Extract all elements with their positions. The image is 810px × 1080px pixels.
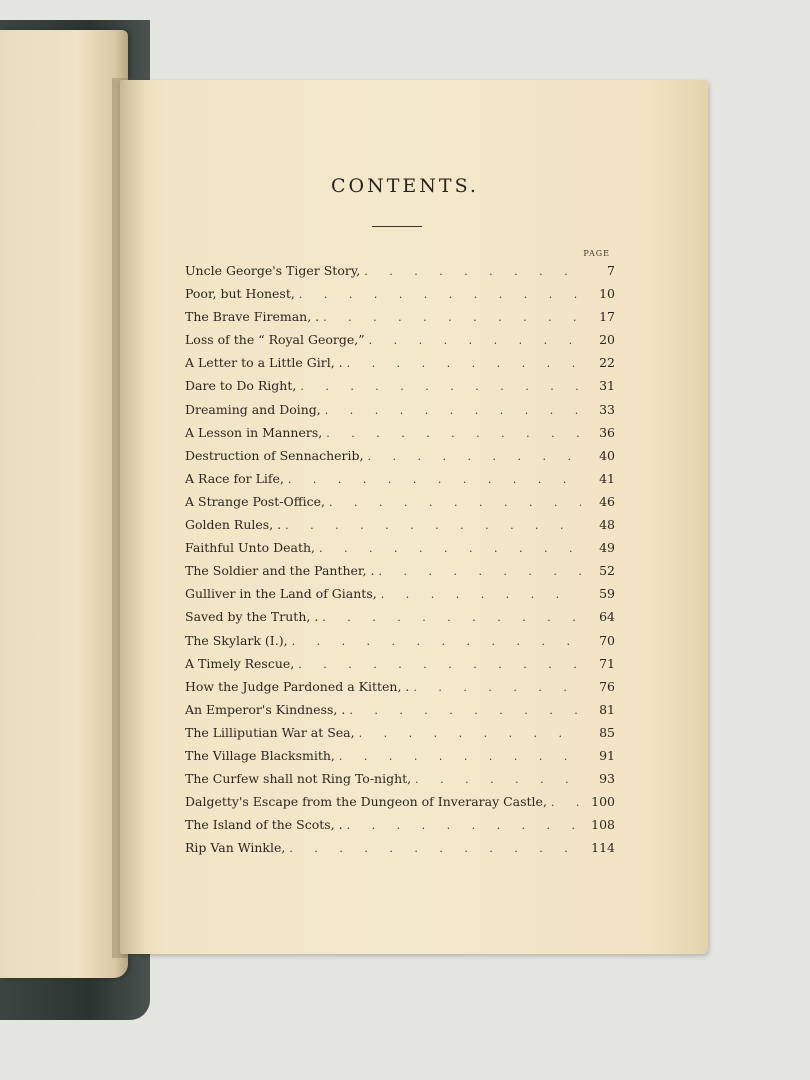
toc-entry	[185, 605, 615, 628]
toc-entry-title: Dalgetty's Escape from the Dungeon of Inveraray Castle,	[185, 794, 547, 810]
toc-dot-leader	[381, 583, 581, 606]
toc-entry	[185, 351, 615, 374]
toc-dot-leader	[339, 745, 581, 768]
toc-entry-title: The Lilliputian War at Sea,	[185, 724, 355, 740]
toc-entry	[185, 282, 615, 305]
toc-dot-leader	[325, 399, 581, 422]
toc-entry-title: The Village Blacksmith,	[185, 747, 335, 763]
toc-dot-leader	[347, 814, 581, 837]
toc-entry-title: Gulliver in the Land of Giants,	[185, 586, 377, 602]
toc-entry-title: Faithful Unto Death,	[185, 540, 316, 556]
toc-dot-leader	[299, 283, 581, 306]
toc-entry	[185, 652, 615, 675]
toc-dot-leader	[319, 537, 581, 560]
toc-dot-leader	[326, 422, 581, 445]
toc-entry-page: 59	[599, 586, 615, 602]
toc-dot-leader	[329, 491, 581, 514]
toc-entry	[185, 582, 615, 605]
toc-entry-page: 10	[599, 286, 615, 302]
toc-dot-leader	[364, 260, 581, 283]
toc-entry-title: The Soldier and the Panther, .	[185, 563, 375, 579]
toc-dot-leader	[369, 329, 581, 352]
toc-dot-leader	[323, 306, 581, 329]
toc-entry	[185, 744, 615, 767]
toc-entry-page: 33	[599, 401, 615, 417]
toc-entry-title: Destruction of Sennacherib,	[185, 447, 364, 463]
toc-entry-title: Dare to Do Right,	[185, 378, 297, 394]
toc-entry-page: 31	[599, 378, 615, 394]
toc-entry-title: A Strange Post-Office,	[185, 493, 326, 509]
toc-entry	[185, 813, 615, 836]
toc-entry-title: Dreaming and Doing,	[185, 401, 321, 417]
toc-entry-title: A Race for Life,	[185, 470, 284, 486]
toc-entry-title: Loss of the “ Royal George,”	[185, 332, 365, 348]
toc-dot-leader	[289, 837, 581, 860]
toc-dot-leader	[347, 352, 581, 375]
toc-entry-title: Rip Van Winkle,	[185, 840, 286, 856]
toc-entry-page: 48	[599, 517, 615, 533]
toc-entry-page: 20	[599, 332, 615, 348]
toc-entry-title: The Skylark (I.),	[185, 632, 288, 648]
toc-entry-title: The Island of the Scots, .	[185, 817, 343, 833]
toc-entry	[185, 305, 615, 328]
toc-entry-page: 17	[599, 309, 615, 325]
toc-entry-page: 70	[599, 632, 615, 648]
toc-entry-title: Poor, but Honest,	[185, 286, 295, 302]
toc-dot-leader	[285, 514, 581, 537]
toc-entry-page: 52	[599, 563, 615, 579]
toc-entry-title: Uncle George's Tiger Story,	[185, 263, 361, 278]
book-gutter-shadow	[112, 78, 146, 958]
contents-heading: CONTENTS.	[331, 175, 479, 197]
toc-entry-title: A Letter to a Little Girl, .	[185, 355, 343, 371]
toc-entry	[185, 328, 615, 351]
toc-entry-page: 93	[599, 771, 615, 787]
toc-entry	[185, 467, 615, 490]
toc-entry-page: 64	[599, 609, 615, 625]
toc-entry-page: 114	[591, 840, 615, 856]
toc-entry	[185, 629, 615, 652]
toc-entry	[185, 490, 615, 513]
toc-entry-page: 7	[607, 263, 615, 278]
left-page	[0, 30, 128, 978]
table-of-contents	[185, 259, 615, 859]
toc-dot-leader	[359, 722, 581, 745]
toc-dot-leader	[298, 653, 581, 676]
page-column-label: PAGE	[583, 249, 610, 258]
toc-dot-leader	[292, 630, 581, 653]
toc-entry-page: 91	[599, 747, 615, 763]
toc-dot-leader	[551, 791, 581, 814]
toc-entry-page: 22	[599, 355, 615, 371]
toc-entry-title: A Timely Rescue,	[185, 655, 295, 671]
toc-entry-page: 49	[599, 540, 615, 556]
toc-entry-title: An Emperor's Kindness, .	[185, 701, 346, 717]
toc-entry-title: Saved by the Truth, .	[185, 609, 319, 625]
toc-entry-page: 71	[599, 655, 615, 671]
toc-entry	[185, 398, 615, 421]
toc-entry-page: 41	[599, 470, 615, 486]
toc-entry	[185, 836, 615, 859]
toc-entry	[185, 259, 615, 282]
toc-dot-leader	[378, 560, 581, 583]
toc-dot-leader	[413, 676, 581, 699]
toc-entry-page: 108	[591, 817, 615, 833]
toc-entry-page: 46	[599, 493, 615, 509]
toc-entry	[185, 790, 615, 813]
toc-entry-page: 100	[591, 794, 615, 810]
toc-dot-leader	[415, 768, 581, 791]
toc-entry-page: 85	[599, 724, 615, 740]
toc-entry	[185, 559, 615, 582]
toc-entry	[185, 675, 615, 698]
toc-entry-title: How the Judge Pardoned a Kitten, .	[185, 678, 410, 694]
toc-entry	[185, 767, 615, 790]
toc-entry-title: The Curfew shall not Ring To-night,	[185, 771, 412, 787]
toc-entry-title: Golden Rules, .	[185, 517, 282, 533]
toc-dot-leader	[288, 468, 581, 491]
toc-dot-leader	[300, 375, 581, 398]
toc-entry	[185, 513, 615, 536]
heading-rule	[372, 226, 422, 227]
toc-entry-title: The Brave Fireman, .	[185, 309, 320, 325]
toc-dot-leader	[349, 699, 581, 722]
toc-entry	[185, 536, 615, 559]
toc-entry-title: A Lesson in Manners,	[185, 424, 323, 440]
toc-entry	[185, 444, 615, 467]
toc-dot-leader	[368, 445, 582, 468]
toc-entry-page: 40	[599, 447, 615, 463]
toc-entry	[185, 698, 615, 721]
toc-entry-page: 81	[599, 701, 615, 717]
toc-entry-page: 76	[599, 678, 615, 694]
toc-entry-page: 36	[599, 424, 615, 440]
toc-entry	[185, 374, 615, 397]
toc-entry	[185, 721, 615, 744]
toc-dot-leader	[322, 606, 581, 629]
toc-entry	[185, 421, 615, 444]
